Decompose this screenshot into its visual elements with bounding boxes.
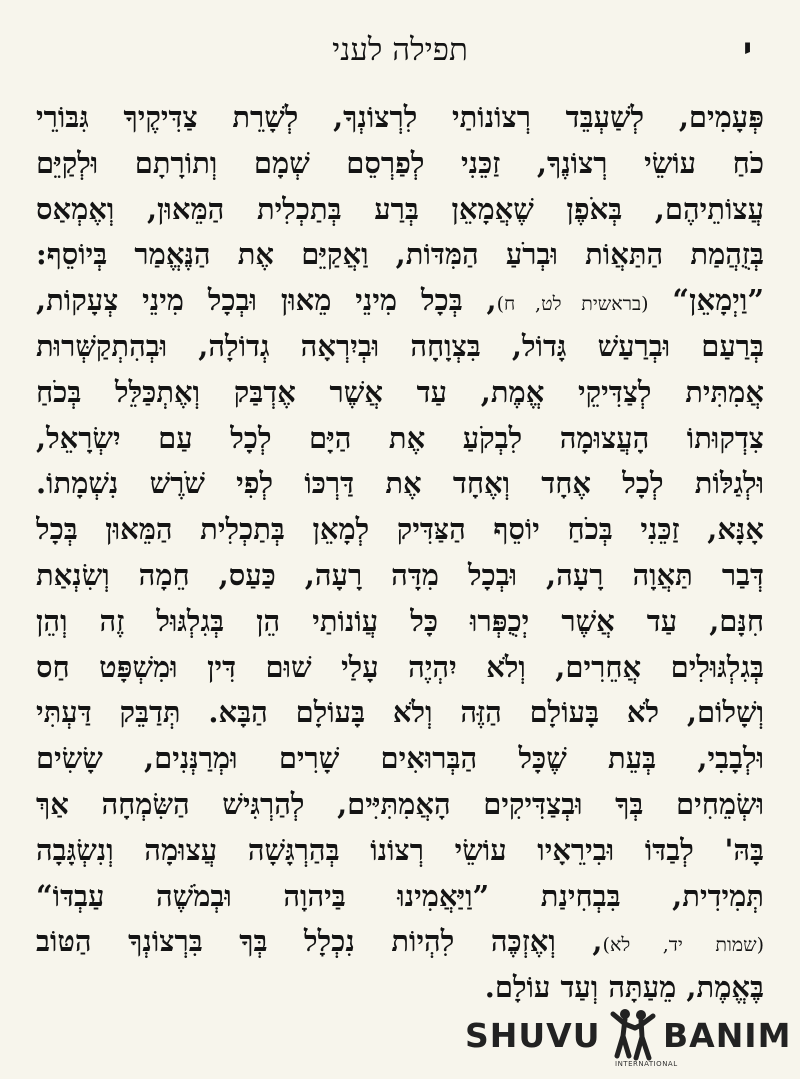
text-line-11: דְּבַר תַּאֲוָה רָעָה, וּבְכָל מִדָּה רָעָה, כַּעַס, חֵמָה וְשִׂנְאַת: [36, 557, 764, 592]
page-title: תפילה לעני: [332, 32, 468, 68]
text-line-15: וּלְבָבִי, בְּעֵת שֶׁכָּל הַבְּרוּאִים שָׁרִים וּמְרַנְּנִים, שָׂשִׂים: [36, 741, 764, 776]
text-line-5: [36, 278, 764, 324]
page-number: י: [743, 32, 752, 67]
text-line-6: בְּרַעַם וּבְרַעַשׁ גָּדוֹל, בִּצְוָחָה וּבְיִרְאָה גְדוֹלָה, וּבְהִתְקַשְּׁרוּת: [36, 328, 764, 363]
text-line-10: אָנָּא, זַכֵּנִי בְּכֹחַ יוֹסֵף הַצַּדִּיק לְמָאֵן בְּתַכְלִית הַמֵּאוּן בְּכָל: [36, 512, 764, 547]
prayer-text: [36, 95, 764, 1011]
citation-bereishit: (בראשית לט, ח): [496, 293, 649, 316]
text-segment: , בְּכָל מִינֵי מֵאוּן וּבְכָל מִינֵי צְעָקוֹת,: [36, 283, 497, 318]
text-line-1: פְּעָמִים, לְשַׁעְבֵּד רְצוֹנוֹתַי לִרְצוֹנְךָ, לְשָׁרֵת צַדִּיקֶיךָ גִּבּוֹרֵי: [36, 100, 764, 134]
logo-word-right: BANIM: [663, 1016, 792, 1055]
text-line-8: צִדְקוּתוֹ הָעֲצוּמָה לִבְקֹעַ אֶת הַיָּם לְכָל עַם יִשְׂרָאֵל,: [36, 420, 764, 455]
text-line-14: וְשָׁלוֹם, לֹא בָּעוֹלָם הַזֶּה וְלֹא בָּעוֹלָם הַבָּא. תְּדַבֵּק דַּעְתִּי: [36, 695, 764, 730]
citation-shemot: (שמות יד, לא): [602, 934, 764, 957]
logo-word-left: SHUVU: [465, 1016, 601, 1055]
text-line-3: עֲצוֹתֵיהֶם, בְּאֹפֶן שֶׁאֲמָאֵן בְּרַע בְּתַכְלִית הַמֵּאוּן, וְאֶמְאַס: [36, 191, 764, 226]
text-segment: ”וַיְמָאֵן“: [648, 283, 764, 318]
text-line-19: [36, 919, 764, 965]
text-line-7: אֲמִתִּית לְצַדִּיקֵי אֱמֶת, עַד אֲשֶׁר אֶדְבַּק וְאֶתְכַּלֵּל בְּכֹחַ: [36, 374, 764, 409]
text-line-2: כֹחַ עוֹשֵׂי רְצוֹנֶךָ, זַכֵּנִי לְפַרְסֵם שְׁמָם וְתוֹרָתָם וּלְקַיֵּם: [36, 145, 764, 180]
text-line-12: חִנָּם, עַד אֲשֶׁר יְכֻפְּרוּ כָּל עֲוֹנוֹתַי הֵן בְּגִלְגּוּל זֶה וְהֵן: [36, 603, 764, 638]
text-line-17: בָּהּ' לְבַדּוֹ וּבִירֵאָיו עוֹשֵׂי רְצוֹנוֹ בְּהַרְגָּשָׁה עֲצוּמָה וְנִשְׂגָּבָה: [36, 832, 764, 867]
text-line-4: בְּזֻהֲמַת הַתַּאֲוֹת וּבְרֹעַ הַמִּדּוֹת, וַאֲקַיֵּם אֶת הַנֶּאֱמַר בְּיוֹסֵף:: [36, 237, 764, 272]
text-line-18: תְּמִידִית, בִּבְחִינַת ”וַיַּאֲמִינוּ בַּיהוָה וּבְמֹשֶׁה עַבְדּוֹ“: [36, 878, 764, 913]
page-header: [40, 26, 760, 66]
text-line-16: וּשְׂמֵחִים בְּךָ וּבְצַדִּיקִים הָאֲמִתִּיִּים, לְהַרְגִּישׁ הַשִּׂמְחָה אַךְ: [36, 786, 764, 821]
text-segment: , וְאֶזְכֶּה לִהְיוֹת נִכְלָל בְּךָ בִּרְצוֹנְךָ הַטּוֹב: [36, 924, 603, 959]
dancing-figures-icon: [605, 1006, 659, 1064]
shuvu-banim-logo: [465, 1012, 792, 1068]
text-line-13: בְּגִלְגּוּלִים אֲחֵרִים, וְלֹא יִהְיֶה עָלַי שׁוּם דִּין וּמִשְׁפָּט חַס: [36, 649, 764, 684]
logo-subtitle: INTERNATIONAL: [615, 1060, 678, 1068]
text-line-9: וּלְגַלּוֹת לְכָל אֶחָד וְאֶחָד אֶת דַּרְכּוֹ לְפִי שֹׁרֶשׁ נִשְׁמָתוֹ.: [36, 466, 764, 501]
text-line-20: בֶּאֱמֶת, מֵעַתָּה וְעַד עוֹלָם.: [484, 970, 764, 1005]
